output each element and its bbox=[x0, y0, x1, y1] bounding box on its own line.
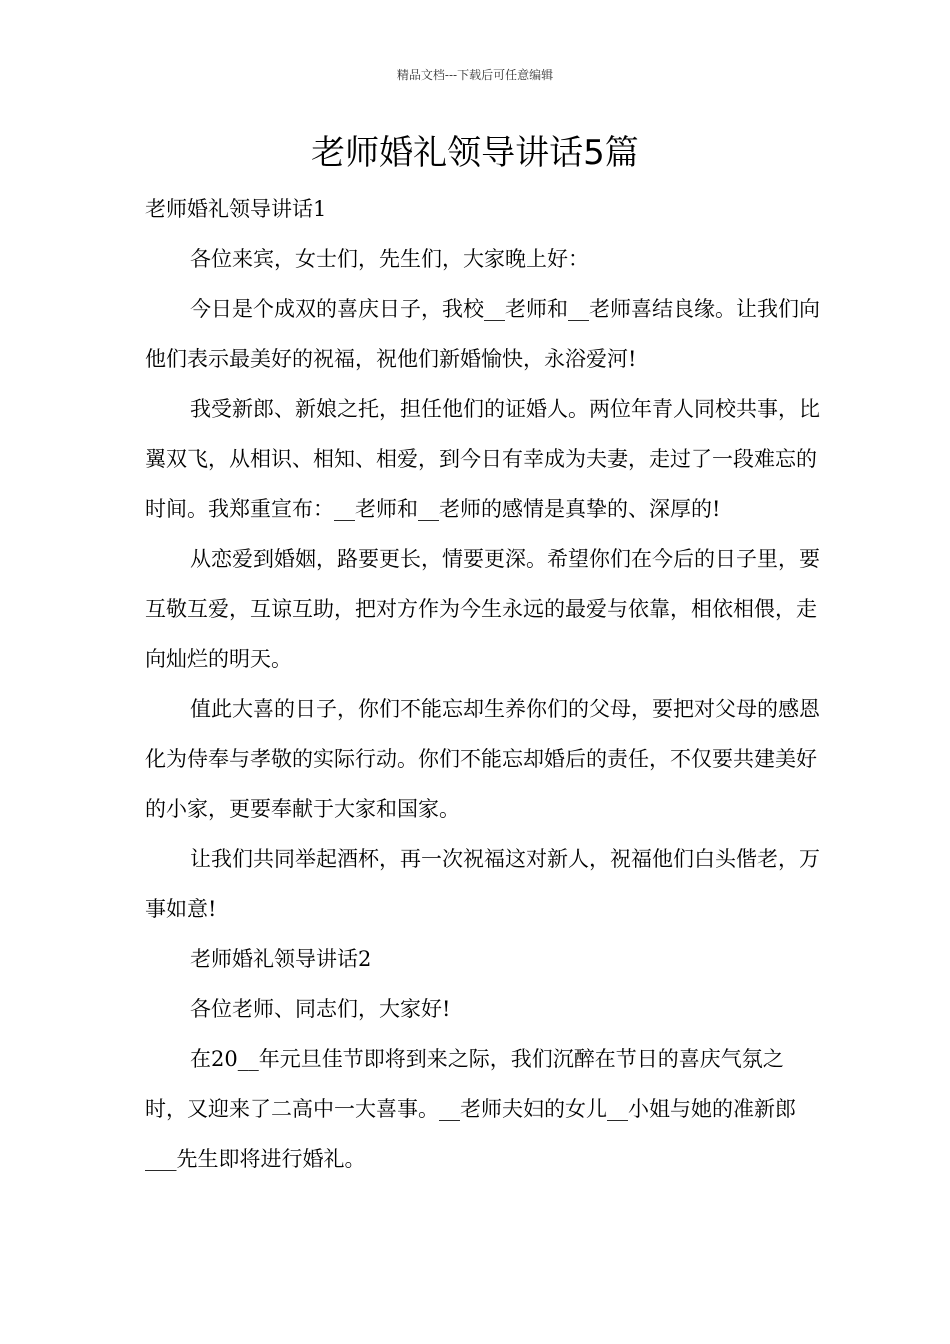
header-note: 精品文档---下载后可任意编辑 bbox=[396, 68, 554, 82]
paragraph: 从恋爱到婚姻，路要更长，情要更深。希望你们在今后的日子里，要互敬互爱，互谅互助，把对方作为今生永远的最爱与依靠，相依相偎，走向灿烂的明天。 bbox=[145, 547, 820, 671]
paragraph: 在20__年元旦佳节即将到来之际，我们沉醉在节日的喜庆气氛之时，又迎来了二高中一大喜事。__老师夫妇的女儿__小姐与她的准新郎___先生即将进行婚礼。 bbox=[145, 1047, 796, 1171]
paragraph: 今日是个成双的喜庆日子，我校__老师和__老师喜结良缘。让我们向他们表示最美好的祝福，祝他们新婚愉快，永浴爱河! bbox=[145, 297, 820, 371]
paragraph: 让我们共同举起酒杯，再一次祝福这对新人，祝福他们白头偕老，万事如意! bbox=[145, 847, 820, 921]
paragraph: 各位来宾，女士们，先生们，大家晚上好： bbox=[190, 247, 589, 271]
section-heading-1: 老师婚礼领导讲话1 bbox=[145, 197, 327, 221]
paragraph: 值此大喜的日子，你们不能忘却生养你们的父母，要把对父母的感恩化为侍奉与孝敬的实际行动。你们不能忘却婚后的责任，不仅要共建美好的小家，更要奉献于大家和国家。 bbox=[145, 697, 820, 821]
document-body bbox=[145, 184, 825, 1184]
document-title: 老师婚礼领导讲话5篇 bbox=[311, 133, 639, 173]
section-heading-2: 老师婚礼领导讲话2 bbox=[190, 947, 372, 971]
paragraph: 各位老师、同志们，大家好! bbox=[190, 997, 451, 1021]
paragraph: 我受新郎、新娘之托，担任他们的证婚人。两位年青人同校共事，比翼双飞，从相识、相知、相爱，到今日有幸成为夫妻，走过了一段难忘的时间。我郑重宣布：__老师和__老师的感情是真挚的、深厚的! bbox=[145, 397, 820, 521]
